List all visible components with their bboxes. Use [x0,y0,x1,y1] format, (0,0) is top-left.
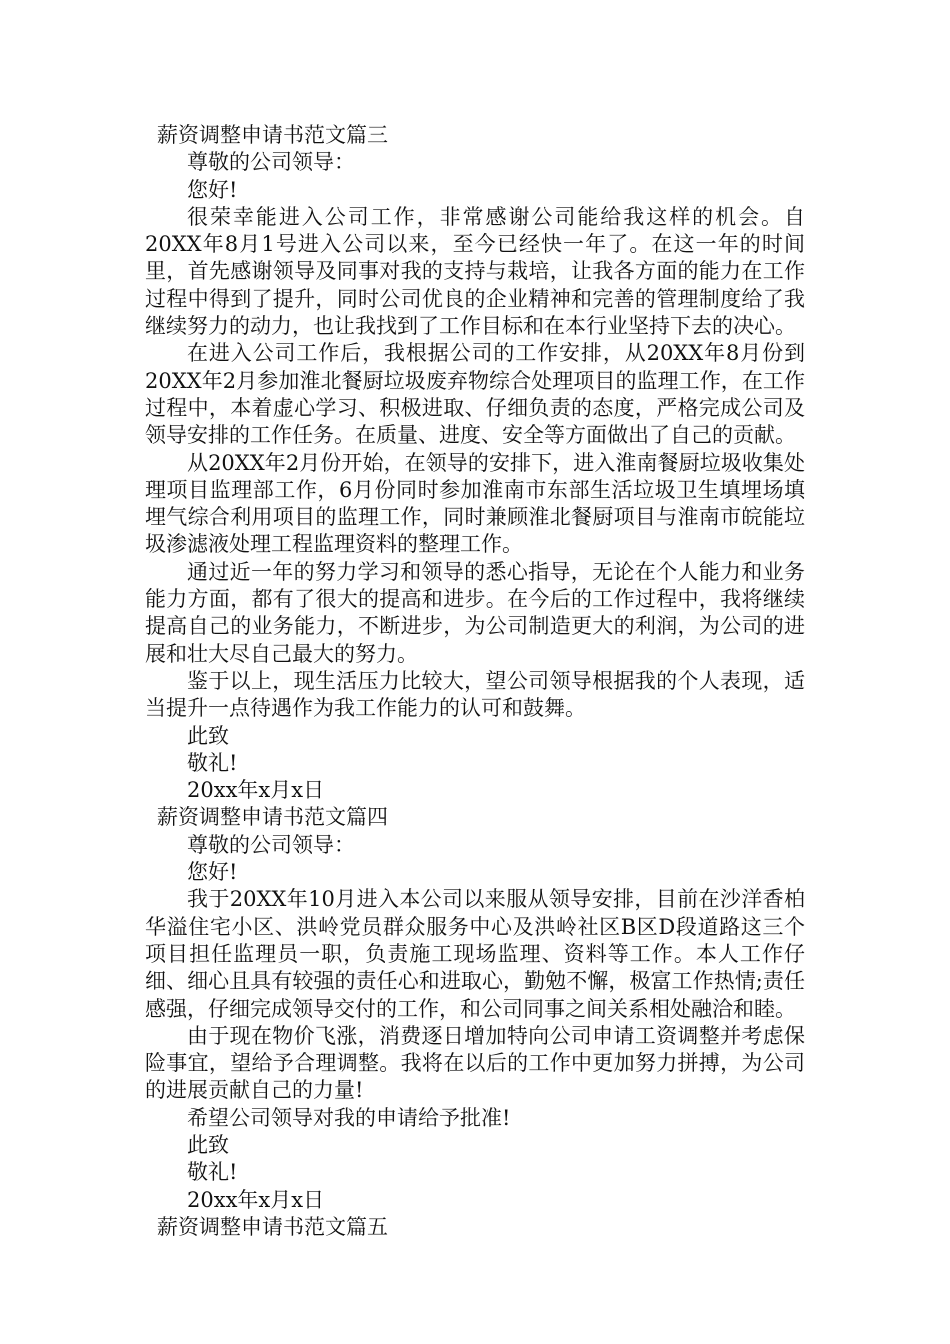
salutation: 尊敬的公司领导： [187,150,355,175]
closing-salute: 敬礼! [187,1160,238,1185]
salutation: 尊敬的公司领导： [187,832,355,857]
section-title: 薪资调整申请书范文篇五 [157,1214,388,1239]
greeting: 您好! [187,860,238,885]
body-paragraph: 我于20XX年10月进入本公司以来服从领导安排，目前在沙洋香柏华溢住宅小区、洪岭党员群众服务中心及洪岭社区B区D段道路这三个项目担任监理员一职，负责施工现场监理、资料等工作。本人工作仔细、细心且具有较强的责任心和进取心，勤勉不懈，极富工作热情;责任感强，仔细完成领导交付的工作，和公司同事之间关系相处融洽和睦。 [145,887,805,1021]
section-title: 薪资调整申请书范文篇四 [157,805,388,830]
body-paragraph: 鉴于以上，现生活压力比较大，望公司领导根据我的个人表现，适当提升一点待遇作为我工作能力的认可和鼓舞。 [145,668,805,721]
date-line: 20xx年x月x日 [187,1187,325,1212]
closing-line: 此致 [187,1132,229,1157]
body-paragraph: 通过近一年的努力学习和领导的悉心指导，无论在个人能力和业务能力方面，都有了很大的提高和进步。在今后的工作过程中，我将继续提高自己的业务能力，不断进步，为公司制造更大的利润，为公司的进展和壮大尽自己最大的努力。 [145,559,805,666]
request-line: 希望公司领导对我的申请给予批准! [187,1105,511,1130]
section-title: 薪资调整申请书范文篇三 [157,123,388,147]
date-line: 20xx年x月x日 [187,778,325,803]
closing-line: 此致 [187,723,229,748]
body-paragraph: 由于现在物价飞涨，消费逐日增加特向公司申请工资调整并考虑保险事宜，望给予合理调整。我将在以后的工作中更加努力拼搏，为公司的进展贡献自己的力量! [145,1023,805,1103]
document-body [145,122,805,1241]
closing-salute: 敬礼! [187,750,238,775]
body-paragraph: 从20XX年2月份开始，在领导的安排下，进入淮南餐厨垃圾收集处理项目监理部工作，6月份同时参加淮南市东部生活垃圾卫生填埋场填埋气综合利用项目的监理工作，同时兼顾淮北餐厨项目与淮南市皖能垃圾渗滤液处理工程监理资料的整理工作。 [145,450,805,557]
greeting: 您好! [187,177,238,202]
body-paragraph: 在进入公司工作后，我根据公司的工作安排，从20XX年8月份到20XX年2月参加淮北餐厨垃圾废弃物综合处理项目的监理工作，在工作过程中，本着虚心学习、积极进取、仔细负责的态度，严格完成公司及领导安排的工作任务。在质量、进度、安全等方面做出了自己的贡献。 [145,341,805,448]
body-paragraph: 很荣幸能进入公司工作，非常感谢公司能给我这样的机会。自20XX年8月1号进入公司以来，至今已经快一年了。在这一年的时间里，首先感谢领导及同事对我的支持与栽培，让我各方面的能力在工作过程中得到了提升，同时公司优良的企业精神和完善的管理制度给了我继续努力的动力，也让我找到了工作目标和在本行业坚持下去的决心。 [145,204,805,339]
